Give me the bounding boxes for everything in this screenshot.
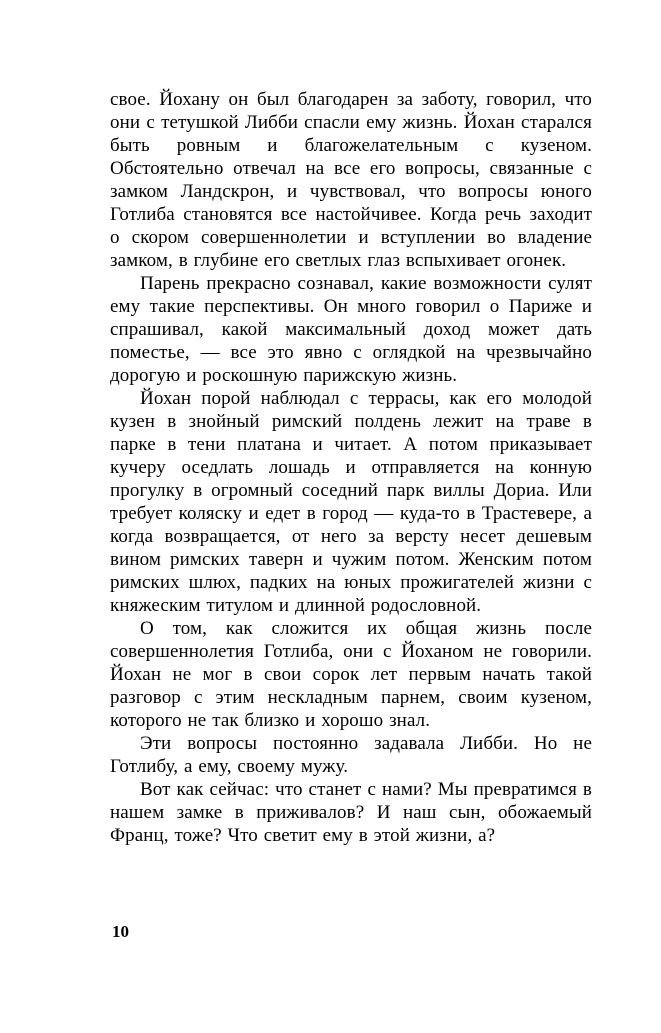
paragraph: Эти вопросы постоянно задавала Либби. Но не Готлибу, а ему, своему мужу. [110,733,592,777]
paragraph: Вот как сейчас: что станет с нами? Мы превратимся в нашем замке в приживалов? И наш сын, обожаемый Франц, тоже? Что светит ему в этой жизни, а? [110,779,592,846]
page-number: 10 [112,922,129,941]
paragraph: Парень прекрасно сознавал, какие возможности сулят ему такие перспективы. Он много говорил о Париже и спрашивал, какой максимальный доход может дать поместье, — все это явно с оглядкой на чрезвычайно дорогую и роскошную парижскую жизнь. [110,273,592,386]
paragraph: О том, как сложится их общая жизнь после совершеннолетия Готлиба, они с Йоханом не говорили. Йохан не мог в свои сорок лет первым начать такой разговор с этим нескладным парнем, своим кузеном, которого не так близко и хорошо знал. [110,618,592,731]
paragraph: Йохан порой наблюдал с террасы, как его молодой кузен в знойный римский полдень лежит на траве в парке в тени платана и читает. А потом приказывает кучеру оседлать лошадь и отправляется на конную прогулку в огромный соседний парк виллы Дориа. Или требует коляску и едет в город — куда-то в Трастевере, а когда возвращается, от него за версту несет дешевым вином римских таверн и чужим потом. Женским потом римских шлюх, падких на юных прожигателей жизни с княжеским титулом и длинной родословной. [110,388,592,616]
paragraph: свое. Йохану он был благодарен за заботу, говорил, что они с тетушкой Либби спасли ему жизнь. Йохан старался быть ровным и благожелательным с кузеном. Обстоятельно отвечал на все его вопросы, связанные с замком Ландскрон, и чувствовал, что вопросы юного Готлиба становятся все настойчивее. Когда речь заходит о скором совершеннолетии и вступлении во владение замком, в глубине его светлых глаз вспыхивает огонек. [110,89,592,271]
text-block [110,88,592,847]
